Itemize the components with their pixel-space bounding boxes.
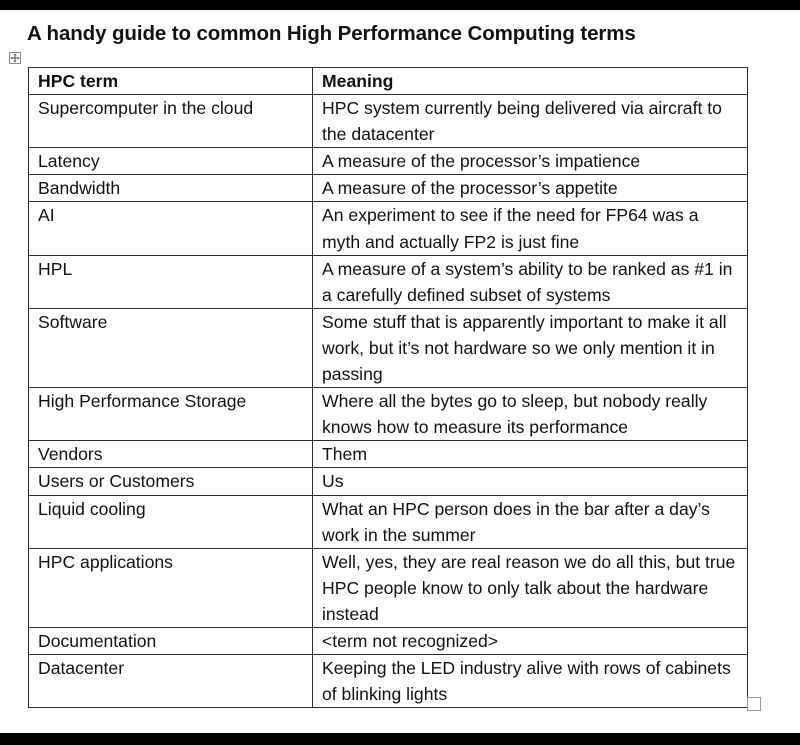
table-row xyxy=(29,202,748,255)
table-row xyxy=(29,148,748,175)
term-cell: Users or Customers xyxy=(29,468,313,495)
table-row xyxy=(29,308,748,387)
meaning-cell: Keeping the LED industry alive with rows of cabinets of blinking lights xyxy=(313,655,748,708)
table-move-handle[interactable] xyxy=(9,52,21,64)
term-cell: Bandwidth xyxy=(29,175,313,202)
meaning-cell: A measure of the processor’s impatience xyxy=(313,148,748,175)
term-cell: Documentation xyxy=(29,627,313,654)
meaning-cell: Well, yes, they are real reason we do all this, but true HPC people know to only talk about the hardware instead xyxy=(313,548,748,627)
table-row xyxy=(29,655,748,708)
term-cell: Liquid cooling xyxy=(29,495,313,548)
meaning-cell: Some stuff that is apparently important to make it all work, but it’s not hardware so we only mention it in passing xyxy=(313,308,748,387)
header-hpc-term: HPC term xyxy=(29,68,313,95)
table-row xyxy=(29,468,748,495)
meaning-cell: What an HPC person does in the bar after a day’s work in the summer xyxy=(313,495,748,548)
bottom-frame-bar xyxy=(0,733,800,745)
meaning-cell: Us xyxy=(313,468,748,495)
table-row xyxy=(29,175,748,202)
table-row xyxy=(29,548,748,627)
header-meaning: Meaning xyxy=(313,68,748,95)
table-row xyxy=(29,95,748,148)
meaning-cell: Them xyxy=(313,441,748,468)
term-cell: High Performance Storage xyxy=(29,388,313,441)
table-row xyxy=(29,441,748,468)
meaning-cell: A measure of the processor’s appetite xyxy=(313,175,748,202)
table-resize-handle[interactable] xyxy=(747,697,761,711)
meaning-cell: HPC system currently being delivered via aircraft to the datacenter xyxy=(313,95,748,148)
top-frame-bar xyxy=(0,0,800,10)
term-cell: Datacenter xyxy=(29,655,313,708)
table-row xyxy=(29,495,748,548)
four-way-arrows-icon xyxy=(10,53,20,63)
table-row xyxy=(29,255,748,308)
term-cell: Latency xyxy=(29,148,313,175)
term-cell: AI xyxy=(29,202,313,255)
term-cell: Software xyxy=(29,308,313,387)
term-cell: HPC applications xyxy=(29,548,313,627)
table-row xyxy=(29,388,748,441)
term-cell: Supercomputer in the cloud xyxy=(29,95,313,148)
meaning-cell: Where all the bytes go to sleep, but nobody really knows how to measure its performance xyxy=(313,388,748,441)
meaning-cell: <term not recognized> xyxy=(313,627,748,654)
table-row xyxy=(29,627,748,654)
document-title: A handy guide to common High Performance Computing terms xyxy=(27,22,636,45)
term-cell: HPL xyxy=(29,255,313,308)
meaning-cell: An experiment to see if the need for FP64 was a myth and actually FP2 is just fine xyxy=(313,202,748,255)
hpc-terms-table xyxy=(28,67,748,708)
meaning-cell: A measure of a system’s ability to be ranked as #1 in a carefully defined subset of systems xyxy=(313,255,748,308)
term-cell: Vendors xyxy=(29,441,313,468)
table-header-row xyxy=(29,68,748,95)
